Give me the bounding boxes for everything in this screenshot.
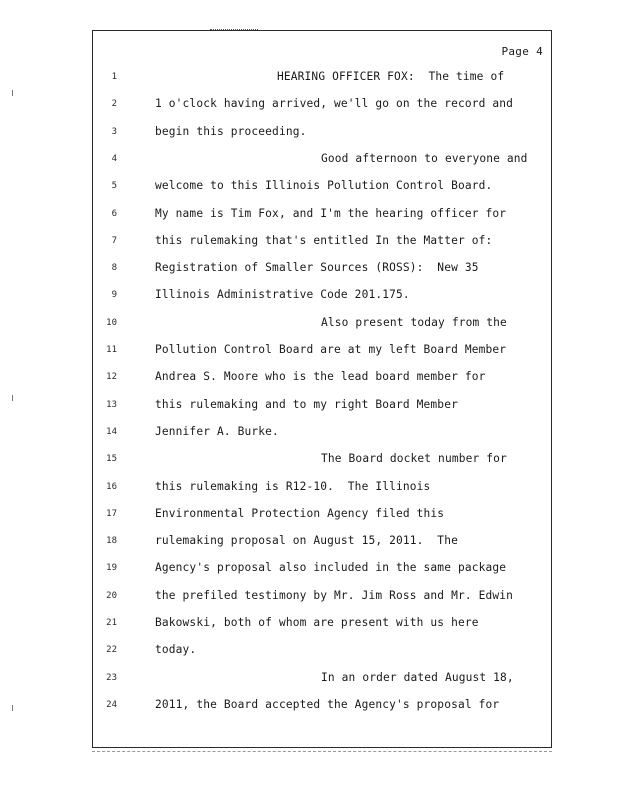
transcript-line (93, 533, 551, 549)
line-number: 23 (106, 672, 117, 683)
line-number: 18 (106, 536, 117, 547)
transcript-line (93, 233, 551, 249)
line-number: 24 (106, 699, 117, 710)
line-text: Pollution Control Board are at my left Board Member (155, 343, 507, 356)
line-number: 2 (111, 99, 117, 110)
transcript-page (92, 30, 552, 748)
scan-artifact-margin (12, 395, 16, 401)
transcript-line (93, 397, 551, 413)
scan-artifact-margin (12, 90, 16, 96)
line-text: In an order dated August 18, (321, 670, 514, 684)
line-text: today. (155, 643, 197, 657)
line-text: Agency's proposal also included in the same package (155, 561, 507, 575)
transcript-line (93, 642, 551, 658)
transcript-line (93, 287, 551, 303)
line-text: this rulemaking that's entitled In the Matter of: (155, 233, 493, 247)
line-number: 13 (106, 399, 117, 410)
line-number: 15 (106, 454, 117, 465)
transcript-line (93, 670, 551, 686)
line-text: The Board docket number for (321, 452, 507, 466)
line-number: 14 (106, 426, 117, 437)
scan-artifact-bottom (92, 751, 552, 753)
transcript-line (93, 151, 551, 167)
line-number: 7 (111, 235, 117, 246)
line-number: 6 (111, 208, 117, 219)
line-text: Illinois Administrative Code 201.175. (155, 288, 410, 302)
transcript-line (93, 479, 551, 495)
transcript-line (93, 96, 551, 112)
line-text: 1 o'clock having arrived, we'll go on the record and (155, 97, 514, 111)
line-number: 21 (106, 618, 117, 628)
line-text: rulemaking proposal on August 15, 2011. The (155, 534, 458, 548)
transcript-line (93, 315, 551, 331)
transcript-line (93, 342, 551, 358)
line-text: My name is Tim Fox, and I'm the hearing officer for (155, 206, 507, 220)
line-number: 9 (111, 290, 117, 301)
line-number: 8 (111, 263, 117, 274)
line-number: 11 (106, 345, 117, 355)
line-text: Also present today from the (321, 315, 507, 329)
line-number: 20 (106, 590, 117, 601)
line-text: Jennifer A. Burke. (155, 424, 279, 438)
scan-artifact-margin (12, 705, 16, 711)
line-text: Good afternoon to everyone and (321, 151, 528, 165)
line-text: welcome to this Illinois Pollution Control Board. (155, 179, 493, 193)
line-number: 10 (106, 317, 117, 328)
line-text: 2011, the Board accepted the Agency's proposal for (155, 697, 500, 711)
transcript-line (93, 697, 551, 713)
transcript-line (93, 369, 551, 385)
line-text: Environmental Protection Agency filed this (155, 506, 445, 520)
line-number: 19 (106, 563, 117, 574)
transcript-line (93, 206, 551, 222)
transcript-line (93, 560, 551, 576)
line-number: 16 (106, 481, 117, 492)
line-text: HEARING OFFICER FOX: The time of (277, 70, 505, 83)
line-number: 12 (106, 372, 117, 383)
line-text: Andrea S. Moore who is the lead board member for (155, 370, 486, 384)
transcript-line (93, 506, 551, 522)
line-number: 5 (111, 181, 117, 192)
line-text: this rulemaking is R12-10. The Illinois (155, 479, 431, 493)
page-number: Page 4 (501, 45, 543, 58)
transcript-line (93, 451, 551, 467)
transcript-line (93, 424, 551, 440)
line-text: Bakowski, both of whom are present with us here (155, 616, 479, 629)
transcript-line (93, 588, 551, 604)
line-text: begin this proceeding. (155, 124, 307, 138)
transcript-line (93, 124, 551, 140)
line-number: 3 (111, 126, 117, 137)
line-number: 1 (111, 72, 117, 82)
line-number: 4 (111, 153, 117, 164)
line-number: 17 (106, 508, 117, 519)
transcript-line (93, 178, 551, 194)
transcript-line (93, 260, 551, 276)
line-text: the prefiled testimony by Mr. Jim Ross and Mr. Edwin (155, 588, 514, 602)
line-text: this rulemaking and to my right Board Member (155, 397, 458, 411)
transcript-line (93, 615, 551, 631)
transcript-line (93, 69, 551, 85)
line-number: 22 (106, 645, 117, 656)
line-text: Registration of Smaller Sources (ROSS): New 35 (155, 261, 479, 275)
